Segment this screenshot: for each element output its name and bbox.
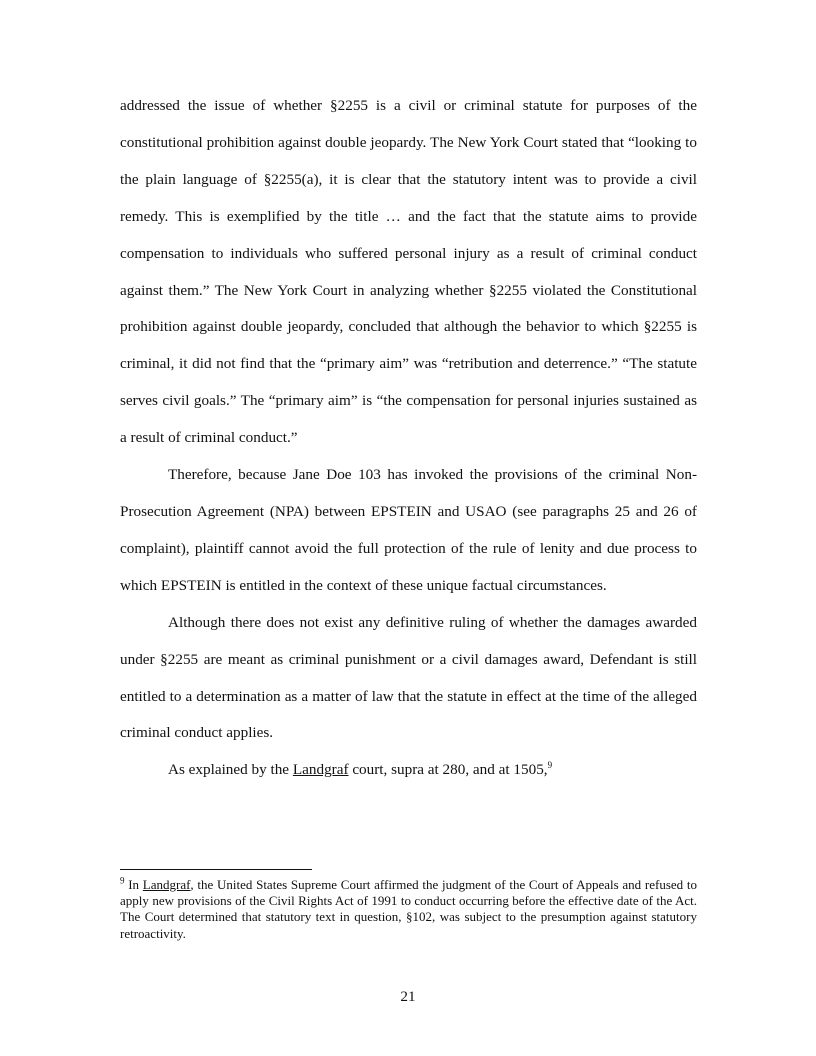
footnote-separator: [120, 869, 312, 870]
footnote-reference[interactable]: 9: [547, 760, 553, 771]
paragraph-double-jeopardy: addressed the issue of whether §2255 is a civil or criminal statute for purposes of the constitutional prohibition against double jeopardy. The New York Court stated that “looking to the plain language of §2255(a), it is clear that the statutory intent was to provide a civil remedy. This is exemplified by the title … and the fact that the statute aims to provide compensation to individuals who suffered personal injury as a result of criminal conduct against them.” The New York Court in analyzing whether §2255 violated the Constitutional prohibition against double jeopardy, concluded that although the behavior to which §2255 is criminal, it did not find that the “primary aim” was “retribution and deterrence.” “The statute serves civil goals.” The “primary aim” is “the compensation for personal injuries sustained as a result of criminal conduct.”: [120, 97, 697, 447]
paragraph-damages-ruling: Although there does not exist any definitive ruling of whether the damages awarded under §2255 are meant as criminal punishment or a civil damages award, Defendant is still entitled to a determination as a matter of law that the statute in effect at the time of the alleged criminal conduct applies.: [120, 613, 697, 742]
footnote-text: , the United States Supreme Court affirmed the judgment of the Court of Appeals and refused to apply new provisions of the Civil Rights Act of 1991 to conduct occurring before the effective date of the Act. The Court determined that statutory text in question, §102, was subject to the presumption against statutory retroactivity.: [120, 877, 697, 941]
paragraph-landgraf: [120, 752, 697, 789]
footnote-lead: In: [124, 877, 143, 892]
page-number: 21: [400, 988, 416, 1005]
footnote-marker: 9: [120, 875, 125, 886]
landgraf-case-name: Landgraf: [292, 761, 349, 779]
landgraf-tail: court, supra at 280, and at 1505,: [348, 761, 548, 779]
paragraph-npa-lenity: Therefore, because Jane Doe 103 has invoked the provisions of the criminal Non-Prosecution Agreement (NPA) between EPSTEIN and USAO (see paragraphs 25 and 26 of complaint), plaintiff cannot avoid the full protection of the rule of lenity and due process to which EPSTEIN is entitled in the context of these unique factual circumstances.: [120, 466, 697, 594]
footnote: [120, 877, 697, 942]
document-body: [120, 88, 697, 789]
landgraf-lead: As explained by the: [168, 761, 293, 779]
footnote-case-name: Landgraf: [142, 877, 191, 892]
